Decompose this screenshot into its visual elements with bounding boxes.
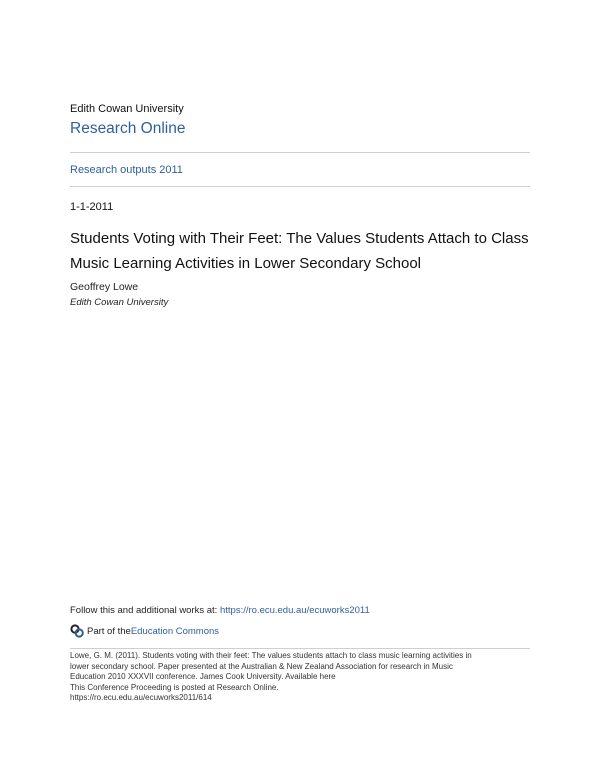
citation-block bbox=[70, 651, 532, 704]
bepress-commons-icon bbox=[70, 624, 84, 638]
citation-url: https://ro.ecu.edu.au/ecuworks2011/614 bbox=[70, 693, 212, 702]
divider-top bbox=[70, 152, 530, 153]
education-commons-link[interactable]: Education Commons bbox=[130, 625, 220, 637]
follow-line bbox=[70, 605, 370, 616]
follow-link[interactable]: https://ro.ecu.edu.au/ecuworks2011 bbox=[219, 605, 370, 616]
repository-link[interactable]: Research Online bbox=[70, 120, 186, 137]
citation-line: Lowe, G. M. (2011). Students voting with their feet: The values students attach to class music learning activities in bbox=[70, 651, 472, 660]
citation-line: Education 2010 XXXVII conference. James Cook University. Available here bbox=[70, 672, 336, 681]
institution-name: Edith Cowan University bbox=[70, 103, 184, 115]
divider-citation bbox=[70, 648, 530, 649]
part-of-text: Part of the bbox=[87, 625, 131, 637]
citation-posted: This Conference Proceeding is posted at Research Online. bbox=[70, 682, 279, 692]
author-name: Geoffrey Lowe bbox=[70, 281, 139, 293]
author-affiliation: Edith Cowan University bbox=[70, 297, 169, 308]
publication-date: 1-1-2011 bbox=[70, 201, 114, 213]
divider-bottom bbox=[70, 186, 530, 187]
paper-title: Students Voting with Their Feet: The Values Students Attach to Class Music Learning Activities in Lower Secondary School bbox=[70, 230, 529, 272]
part-of-line bbox=[70, 624, 219, 638]
follow-text: Follow this and additional works at: bbox=[70, 605, 220, 616]
series-link[interactable]: Research outputs 2011 bbox=[70, 164, 183, 176]
citation-line: lower secondary school. Paper presented at the Australian & New Zealand Association for research in Music bbox=[70, 661, 453, 671]
